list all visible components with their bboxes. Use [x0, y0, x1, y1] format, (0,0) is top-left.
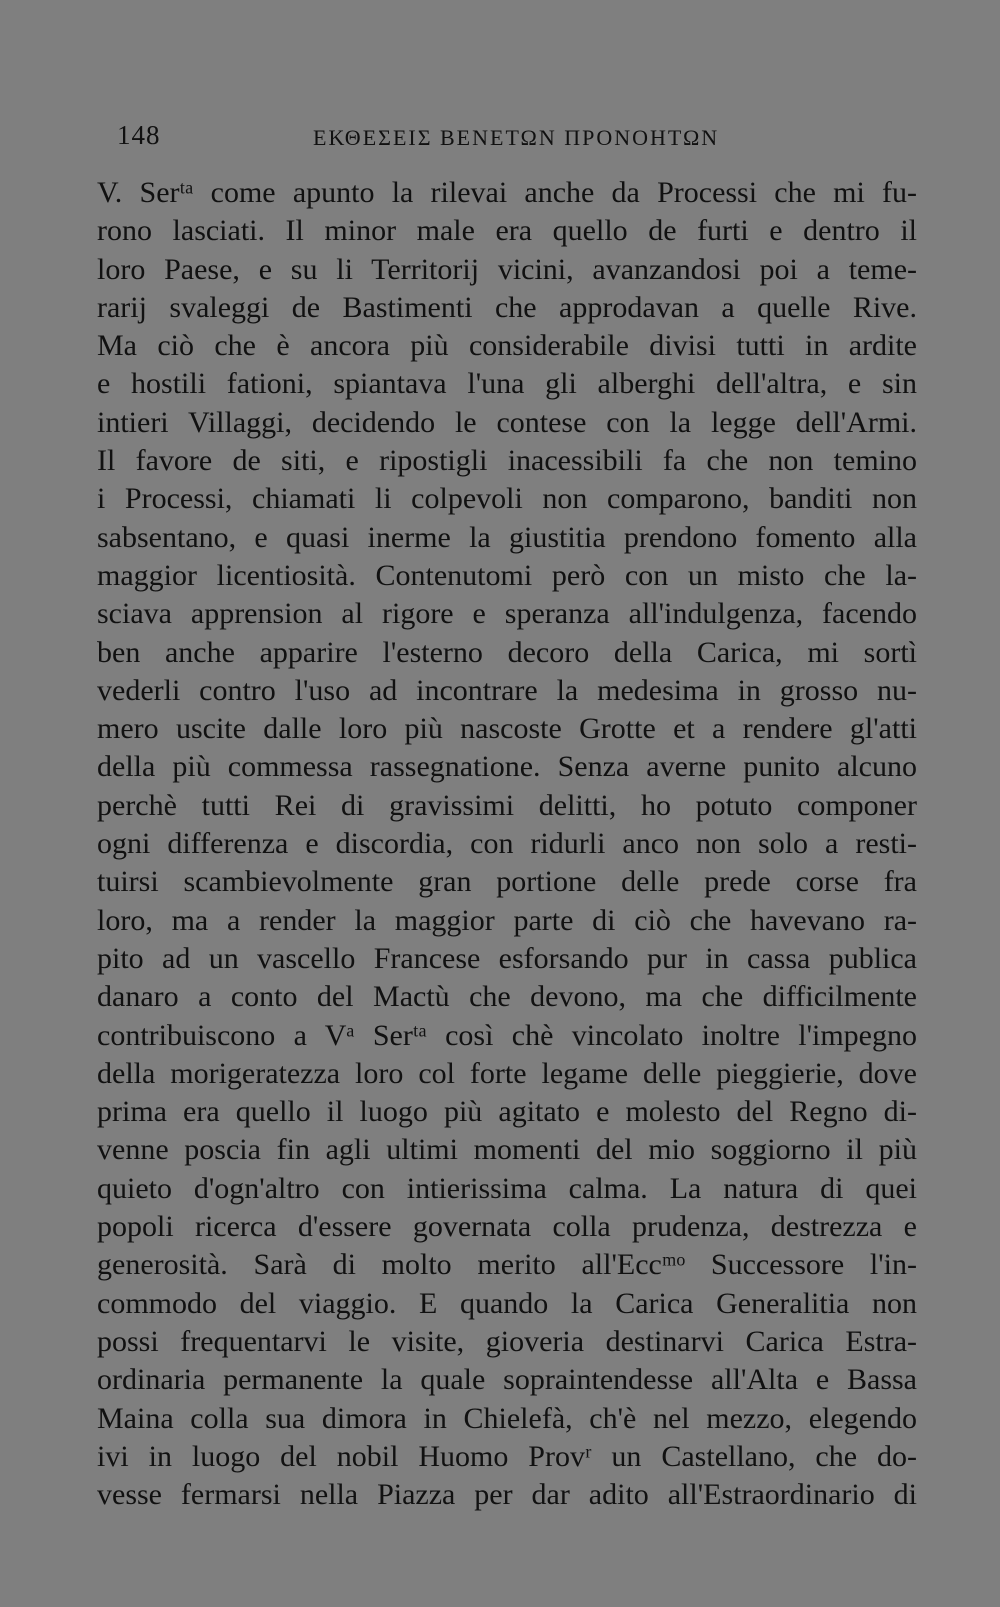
text-line: tuirsi scambievolmente gran portione delle prede corse fra	[97, 865, 917, 899]
text-line: sciava apprension al rigore e speranza all'indulgenza, facendo	[97, 597, 917, 631]
text-line: ivi in luogo del nobil Huomo Provʳ un Castellano, che do-	[97, 1439, 917, 1473]
text-line: loro, ma a render la maggior parte di ciò che havevano ra-	[97, 903, 917, 937]
text-line: rarij svaleggi de Bastimenti che approdavan a quelle Rive.	[97, 290, 917, 324]
text-line: popoli ricerca d'essere governata colla prudenza, destrezza e	[97, 1210, 917, 1244]
text-line: V. Serᵗᵃ come apunto la rilevai anche da Processi che mi fu-	[97, 176, 917, 209]
text-line: commodo del viaggio. E quando la Carica Generalitia non	[97, 1286, 917, 1320]
text-line: ordinaria permanente la quale sopraintendesse all'Alta e Bassa	[97, 1363, 917, 1397]
text-line: contribuiscono a Vᵃ Serᵗᵃ così chè vincolato inoltre l'impegno	[97, 1018, 917, 1052]
text-line: intieri Villaggi, decidendo le contese con la legge dell'Armi.	[97, 405, 917, 439]
text-line: Il favore de siti, e ripostigli inacessibili fa che non temino	[97, 444, 917, 478]
page-number: 148	[117, 120, 161, 150]
text-line: rono lasciati. Il minor male era quello de furti e dentro il	[97, 214, 917, 248]
text-line: loro Paese, e su li Territorij vicini, avanzandosi poi a teme-	[97, 252, 917, 286]
text-line: e hostili fationi, spiantava l'una gli alberghi dell'altra, e sin	[97, 367, 917, 401]
body-text	[97, 174, 917, 1514]
text-line: vesse fermarsi nella Piazza per dar adito all'Estraordinario di	[97, 1478, 917, 1512]
text-line: danaro a conto del Mactù che devono, ma che difficilmente	[97, 980, 917, 1014]
text-line: i Processi, chiamati li colpevoli non comparono, banditi non	[97, 482, 917, 516]
text-line: perchè tutti Rei di gravissimi delitti, ho potuto componer	[97, 788, 917, 822]
text-line: maggior licentiosità. Contenutomi però con un misto che la-	[97, 558, 917, 592]
text-line: pito ad un vascello Francese esforsando pur in cassa publica	[97, 941, 917, 975]
text-line: ben anche apparire l'esterno decoro della Carica, mi sortì	[97, 635, 917, 669]
text-line: generosità. Sarà di molto merito all'Eccᵐᵒ Successore l'in-	[97, 1248, 917, 1282]
text-line: Maina colla sua dimora in Chielefà, ch'è nel mezzo, elegendo	[97, 1401, 917, 1435]
text-line: Ma ciò che è ancora più considerabile divisi tutti in ardite	[97, 329, 917, 363]
text-line: prima era quello il luogo più agitato e molesto del Regno di-	[97, 1095, 917, 1129]
running-head: ΕΚΘΕΣΕΙΣ ΒΕΝΕΤΩΝ ΠΡΟΝΟΗΤΩΝ	[313, 125, 720, 150]
text-line: venne poscia fin agli ultimi momenti del mio soggiorno il più	[97, 1133, 917, 1167]
text-line: possi frequentarvi le visite, gioveria destinarvi Carica Estra-	[97, 1324, 917, 1358]
text-line: della morigeratezza loro col forte legame delle pieggierie, dove	[97, 1056, 917, 1090]
page-header	[113, 120, 905, 160]
text-line: ogni differenza e discordia, con ridurli anco non solo a resti-	[97, 827, 917, 861]
text-line: mero uscite dalle loro più nascoste Grotte et a rendere gl'atti	[97, 712, 917, 746]
text-line: della più commessa rassegnatione. Senza averne punito alcuno	[97, 750, 917, 784]
text-line: quieto d'ogn'altro con intierissima calma. La natura di quei	[97, 1171, 917, 1205]
text-line: sabsentano, e quasi inerme la giustitia prendono fomento alla	[97, 520, 917, 554]
text-line: vederli contro l'uso ad incontrare la medesima in grosso nu-	[97, 673, 917, 707]
